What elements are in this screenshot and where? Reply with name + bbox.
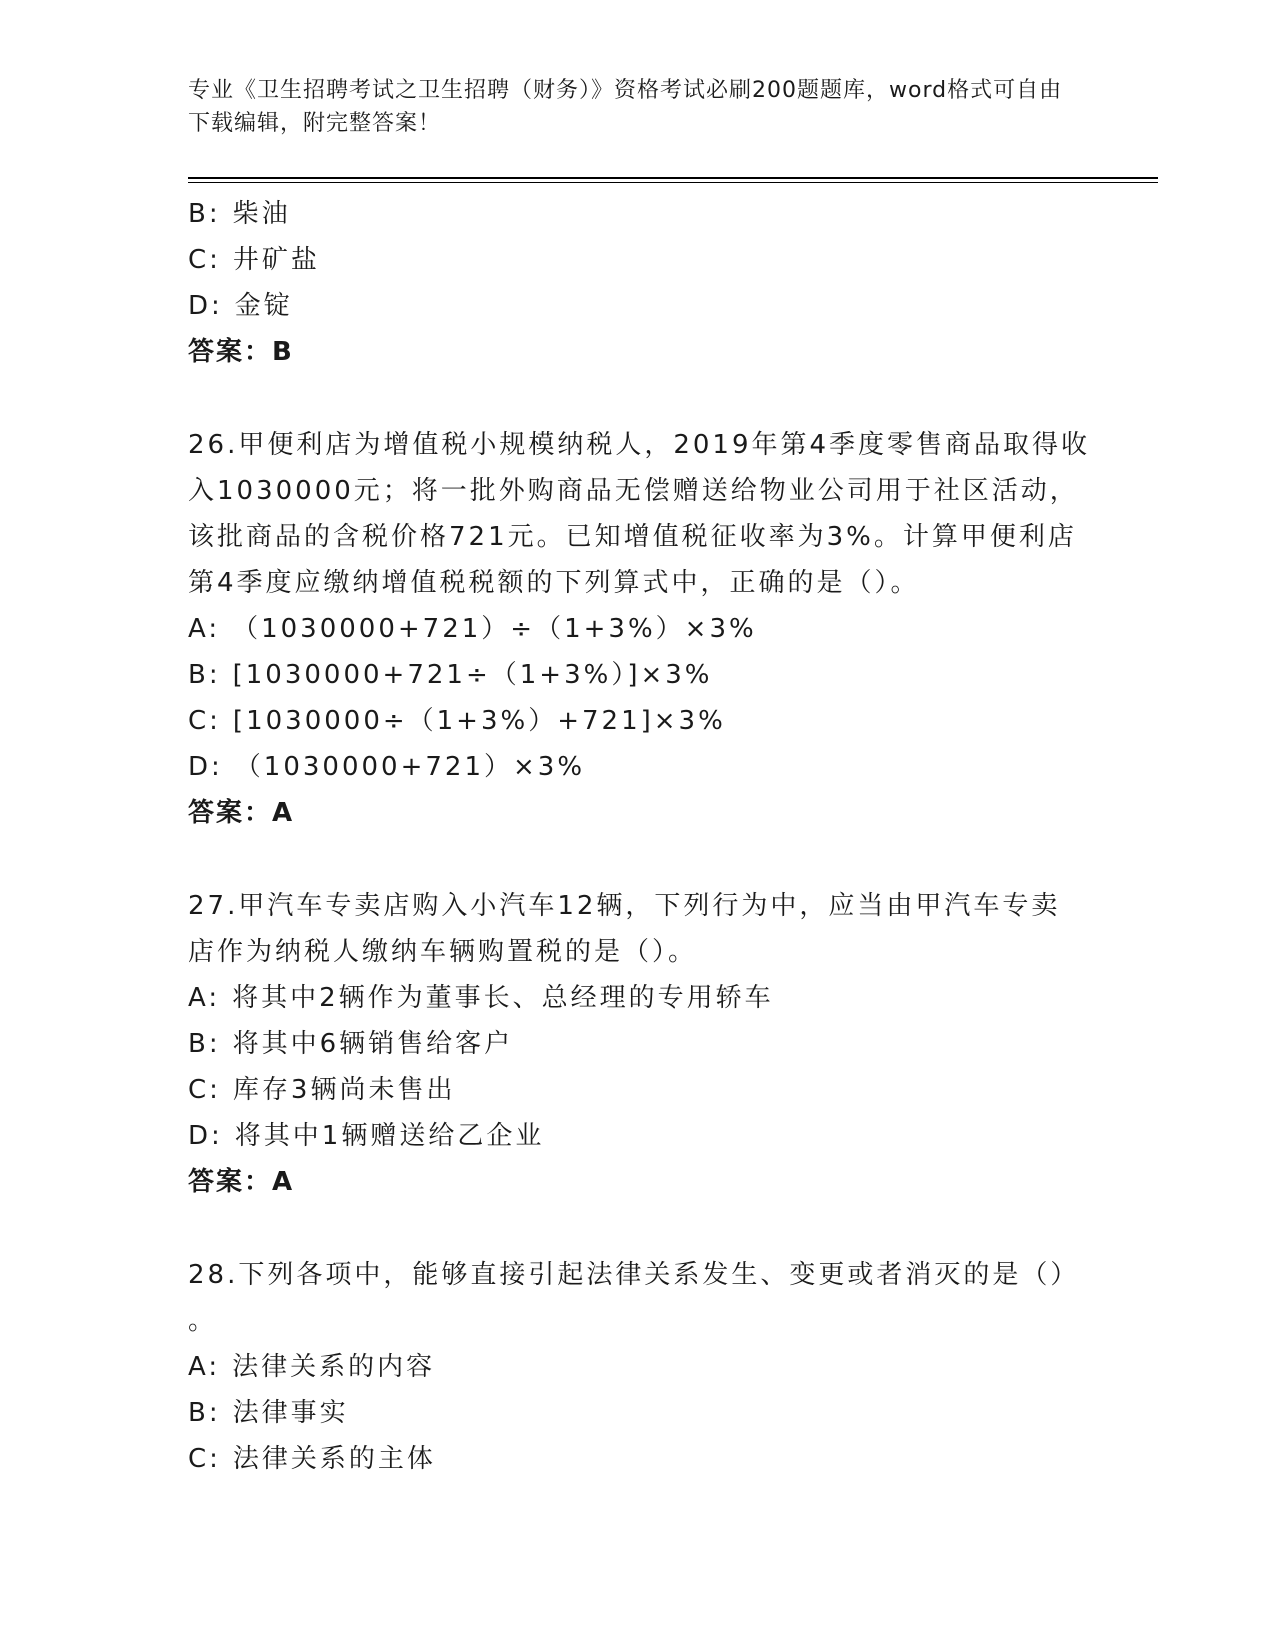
- option-line: [188, 1113, 1088, 1159]
- document-header: 专业《卫生招聘考试之卫生招聘（财务）》资格考试必刷200题题库，word格式可自由下载编辑，附完整答案！: [188, 78, 1063, 136]
- option-label: A:: [188, 983, 221, 1013]
- option-label: B:: [188, 1398, 221, 1428]
- answer-line: 答案：B: [188, 337, 294, 367]
- header-rule-thin: [188, 182, 1158, 183]
- question-text-line: 28.下列各项中，能够直接引起法律关系发生、变更或者消灭的是（）: [188, 1260, 1080, 1290]
- option-text: （1030000+721）×3%: [234, 752, 586, 782]
- option-label: D:: [188, 291, 223, 321]
- option-line: [188, 283, 1088, 329]
- option-text: 库存3辆尚未售出: [232, 1075, 456, 1105]
- option-text: [1030000÷（1+3%）+721]×3%: [232, 706, 726, 736]
- option-line: [188, 1390, 1088, 1436]
- option-text: 法律事实: [232, 1398, 349, 1428]
- option-text: 将其中1辆赠送给乙企业: [234, 1121, 545, 1151]
- option-text: （1030000+721）÷（1+3%）×3%: [232, 614, 757, 644]
- question-text-line: 第4季度应缴纳增值税税额的下列算式中，正确的是（）。: [188, 568, 920, 598]
- option-text: 将其中6辆销售给客户: [232, 1029, 514, 1059]
- option-label: B:: [188, 199, 221, 229]
- answer-line: 答案：A: [188, 798, 295, 828]
- option-line: [188, 652, 1088, 698]
- question-text-line: 该批商品的含税价格721元。已知增值税征收率为3%。计算甲便利店: [188, 522, 1077, 552]
- option-text: [1030000+721÷（1+3%）]×3%: [232, 660, 713, 690]
- option-label: C:: [188, 1075, 221, 1105]
- option-label: C:: [188, 706, 221, 736]
- option-line: [188, 698, 1088, 744]
- option-label: D:: [188, 752, 223, 782]
- header-rule-thick: [188, 177, 1158, 179]
- option-text: 柴油: [232, 199, 291, 229]
- option-line: [188, 606, 1088, 652]
- option-line: [188, 744, 1088, 790]
- question-text-line: 入1030000元；将一批外购商品无偿赠送给物业公司用于社区活动，: [188, 476, 1079, 506]
- question-text-line: 店作为纳税人缴纳车辆购置税的是（）。: [188, 937, 698, 967]
- option-label: B:: [188, 1029, 221, 1059]
- question-content: [188, 191, 1091, 1482]
- option-line: [188, 1021, 1088, 1067]
- option-text: 法律关系的内容: [232, 1352, 436, 1382]
- option-line: [188, 237, 1088, 283]
- option-text: 井矿盐: [232, 245, 320, 275]
- question-text-line: 27.甲汽车专卖店购入小汽车12辆，下列行为中，应当由甲汽车专卖: [188, 891, 1061, 921]
- question-text-line: 26.甲便利店为增值税小规模纳税人，2019年第4季度零售商品取得收: [188, 430, 1091, 460]
- option-line: [188, 1344, 1088, 1390]
- option-label: C:: [188, 245, 221, 275]
- option-text: 金锭: [234, 291, 293, 321]
- option-text: 法律关系的主体: [232, 1444, 436, 1474]
- option-text: 将其中2辆作为董事长、总经理的专用轿车: [232, 983, 774, 1013]
- option-line: [188, 975, 1088, 1021]
- option-label: B:: [188, 660, 221, 690]
- option-line: [188, 1067, 1088, 1113]
- question-text-line: 。: [188, 1306, 218, 1336]
- option-line: [188, 191, 1088, 237]
- option-label: C:: [188, 1444, 221, 1474]
- answer-line: 答案：A: [188, 1167, 295, 1197]
- option-label: A:: [188, 614, 221, 644]
- option-label: D:: [188, 1121, 223, 1151]
- option-label: A:: [188, 1352, 221, 1382]
- option-line: [188, 1436, 1088, 1482]
